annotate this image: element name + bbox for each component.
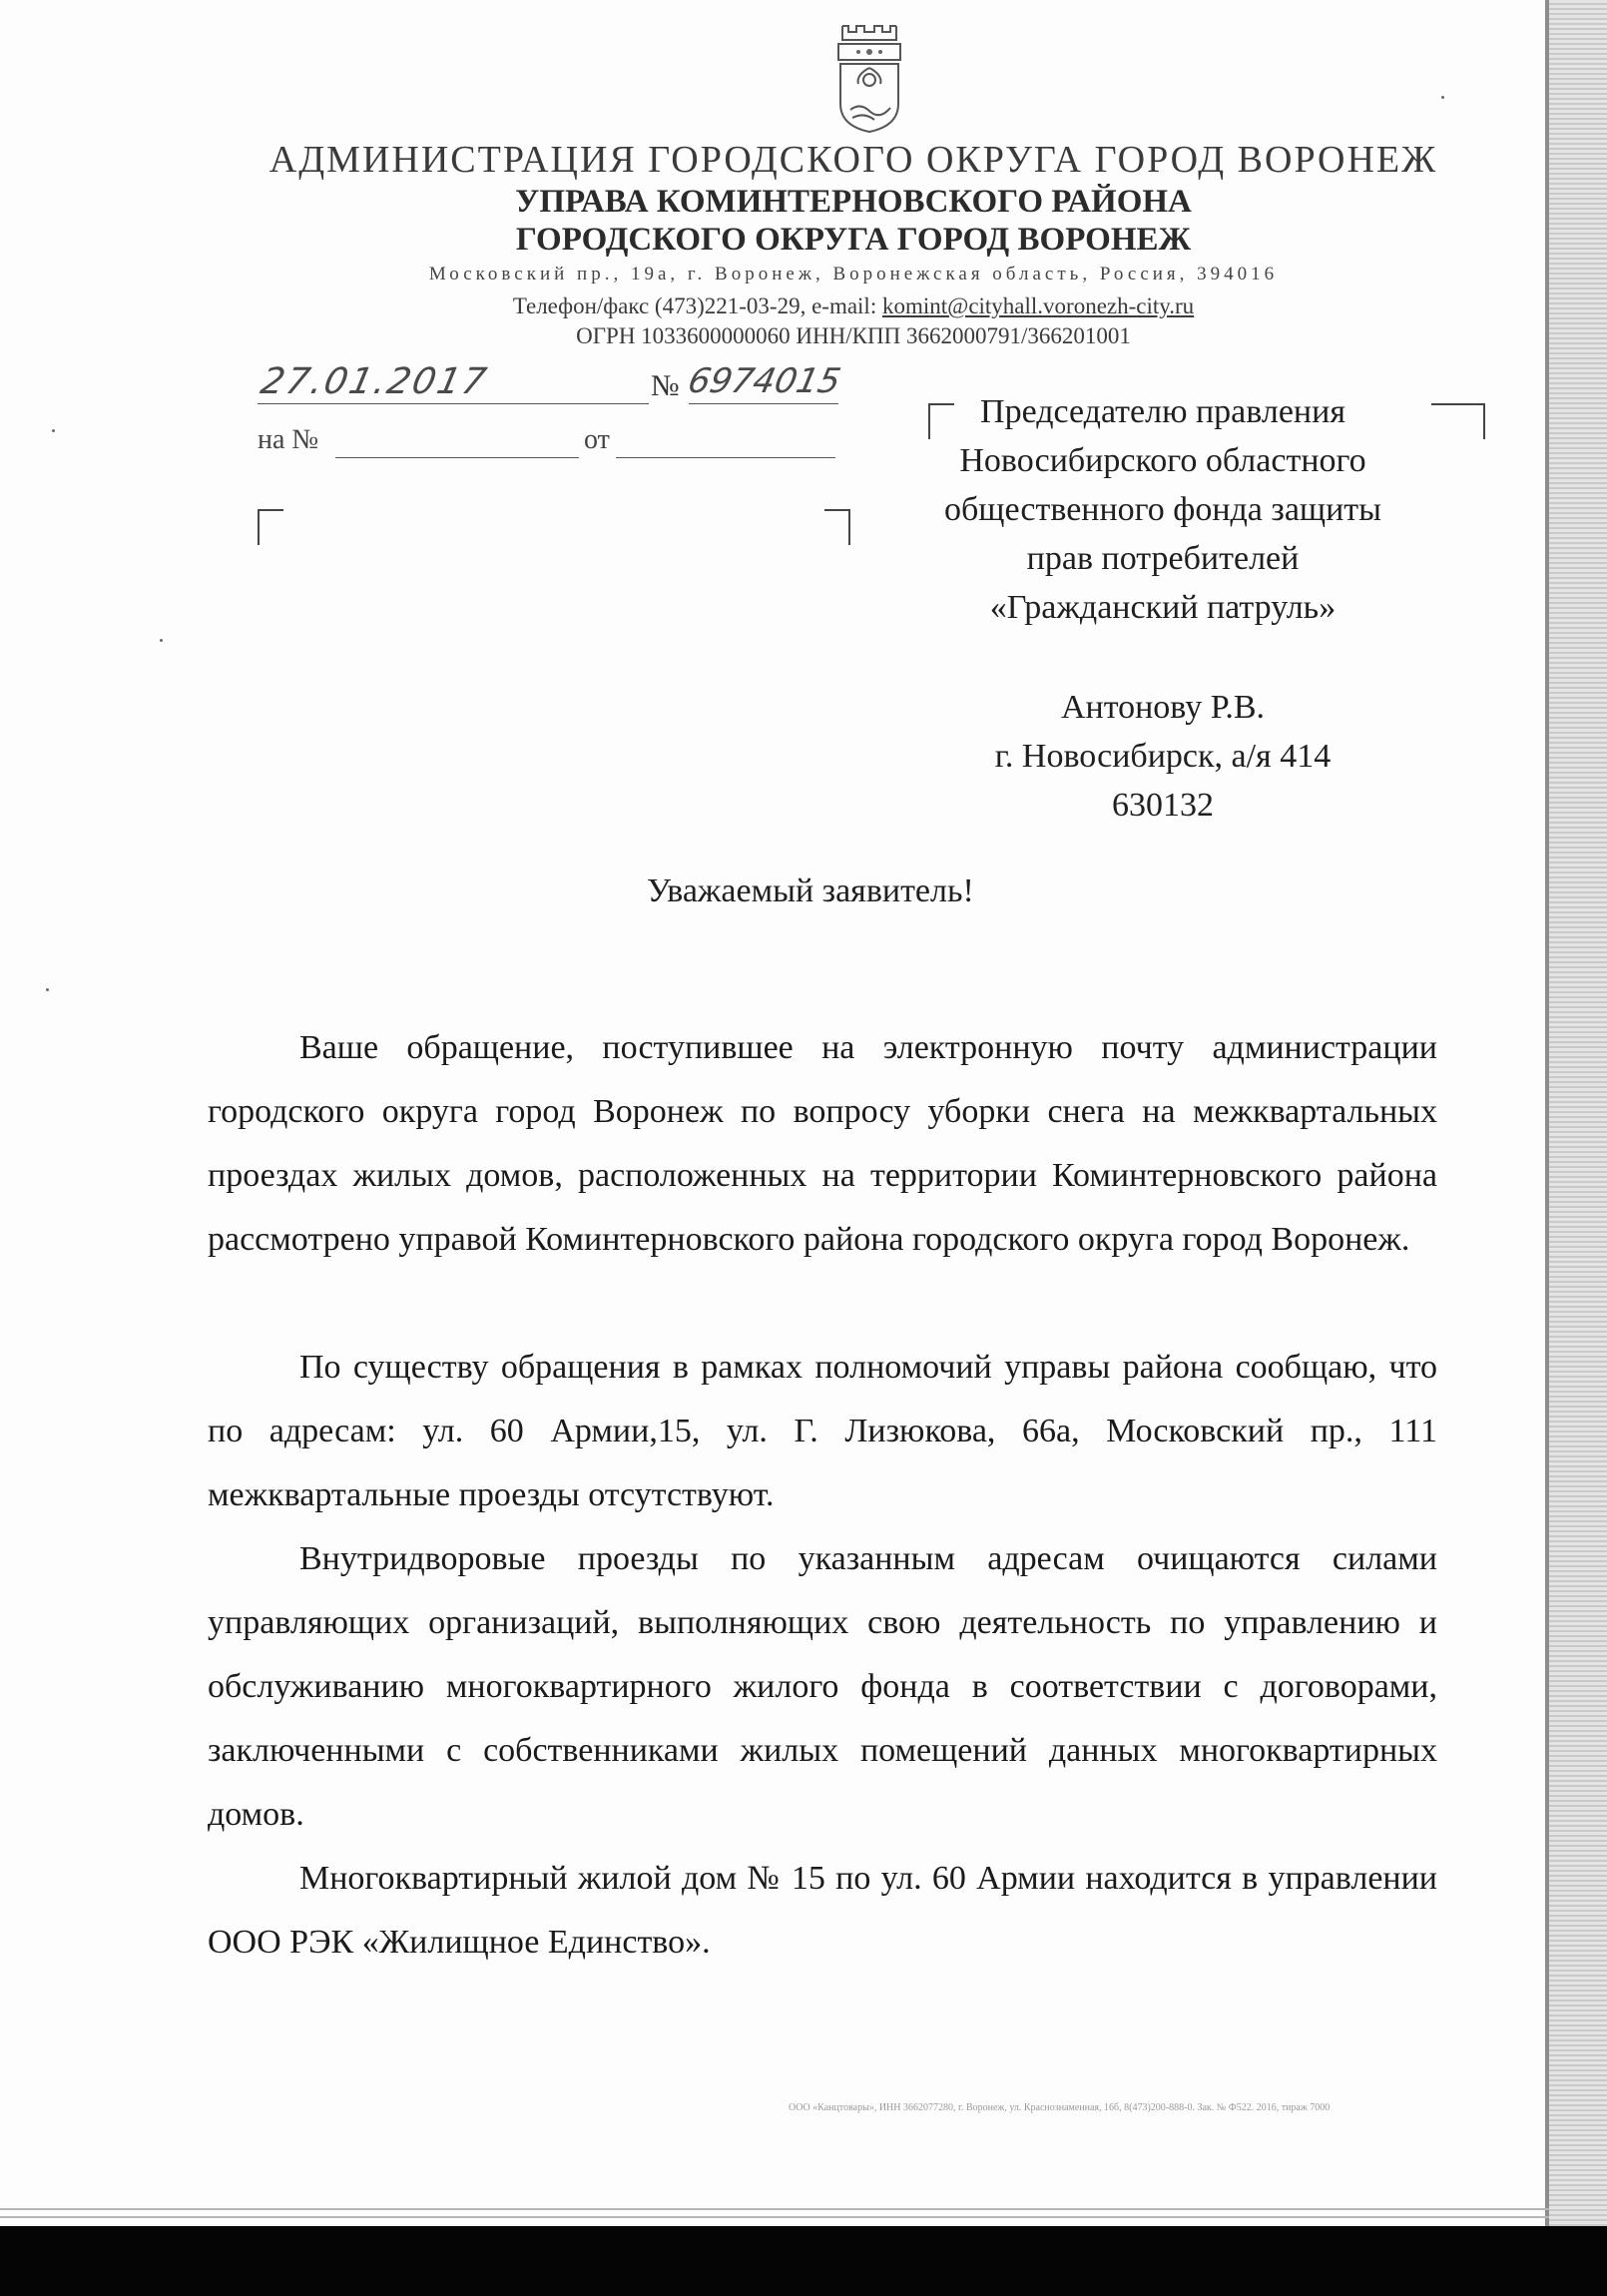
uprava-title-line2: ГОРОДСКОГО ОКРУГА ГОРОД ВОРОНЕЖ — [515, 222, 1192, 258]
left-top-corner-mark — [258, 509, 283, 545]
in-reply-label: на № — [258, 424, 319, 455]
addressee-address-block — [903, 683, 1422, 830]
addressee-line: «Гражданский патруль» — [989, 589, 1337, 626]
scan-margin-strip — [1549, 0, 1607, 2226]
scan-black-bar — [0, 2226, 1607, 2296]
addressee-line: прав потребителей — [1026, 540, 1300, 577]
body-paragraph-3: Внутридворовые проезды по указанным адресам очищаются силами управляющих организаций, выполняющих свою деятельность по управлению и обслуживанию многоквартирного жилого фонда в соответствии с договорами, заключенными с собственниками жилых помещений данных многоквартирных домов. — [208, 1540, 1437, 1833]
administration-title: АДМИНИСТРАЦИЯ ГОРОДСКОГО ОКРУГА ГОРОД ВОРОНЕЖ — [268, 139, 1438, 181]
from-underline — [616, 457, 835, 458]
body-paragraph-1: Ваше обращение, поступившее на электронную почту администрации городского округа город Воронеж по вопросу уборки снега на межквартальных проездах жилых домов, расположенных на территории Коминтерновского района рассмотрено управой Коминтерновского района городского округа город Воронеж. — [208, 1029, 1437, 1258]
contact-line — [240, 293, 1467, 319]
body-paragraph-4: Многоквартирный жилой дом № 15 по ул. 60 Армии находится в управлении ООО РЭК «Жилищное Единство». — [208, 1860, 1437, 1961]
registration-numbers: ОГРН 1033600000060 ИНН/КПП 3662000791/366201001 — [576, 323, 1131, 348]
date-underline — [258, 403, 649, 404]
scan-speck — [160, 639, 163, 642]
number-label: № — [651, 369, 680, 402]
addressee-postcode: 630132 — [1112, 787, 1214, 824]
addressee-line: Новосибирского областного — [959, 442, 1366, 479]
scan-speck — [52, 429, 55, 432]
body-paragraph-2: По существу обращения в рамках полномочий управы района сообщаю, что по адресам: ул. 60 Армии,15, ул. Г. Лизюкова, 66а, Московский пр., 111 межквартальные проезды отсутствуют. — [208, 1349, 1437, 1513]
phone-fax: Телефон/факс (473)221-03-29, e-mail: — [512, 293, 882, 318]
scan-speck — [46, 988, 49, 991]
addressee-corner-mark-right — [1431, 403, 1485, 439]
addressee-name: Антонову Р.В. — [1060, 689, 1266, 726]
coat-of-arms-emblem — [828, 18, 910, 136]
salutation: Уважаемый заявитель! — [647, 872, 974, 909]
email-link[interactable]: komint@cityhall.voronezh-city.ru — [881, 293, 1195, 318]
postal-address: Московский пр., 19а, г. Воронеж, Воронежская область, Россия, 394016 — [428, 264, 1279, 285]
addressee-line: Председателю правления — [980, 393, 1345, 430]
bottom-border — [0, 2208, 1549, 2218]
handwritten-outgoing-number: 6974015 — [684, 361, 844, 401]
addressee-title-block — [903, 387, 1422, 632]
left-top-corner-mark-right — [824, 509, 850, 545]
addressee-city: г. Новосибирск, а/я 414 — [994, 738, 1332, 775]
uprava-title-line1: УПРАВА КОМИНТЕРНОВСКОГО РАЙОНА — [515, 184, 1192, 220]
number-underline — [689, 403, 838, 404]
from-label: от — [584, 424, 610, 455]
addressee-line: общественного фонда защиты — [943, 491, 1381, 528]
printer-imprint: ООО «Канцтовары», ИНН 3662077280, г. Воронеж, ул. Краснознаменная, 16б, 8(473)200-888-0. Зак. № Ф522. 2016, тираж 7000 — [789, 2102, 1331, 2113]
scan-speck — [1441, 96, 1444, 99]
in-reply-underline — [335, 457, 579, 458]
handwritten-date: 27.01.2017 — [257, 361, 492, 402]
